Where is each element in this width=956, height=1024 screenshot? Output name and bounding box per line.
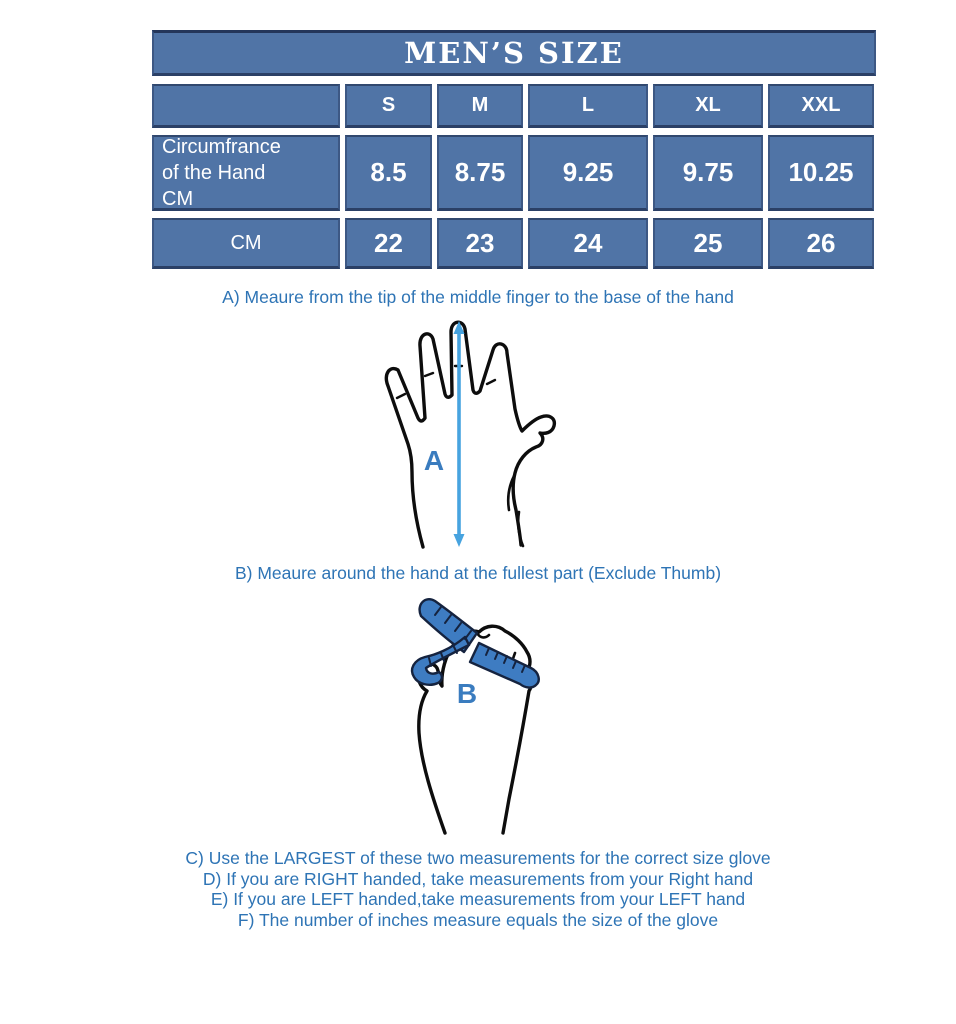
cm-value-xxl: 26 xyxy=(768,218,874,269)
circumference-value-m: 8.75 xyxy=(437,135,523,211)
diagram-b-label: B xyxy=(456,678,477,709)
fist-tape-measure-icon xyxy=(381,591,576,836)
instruction-d: D) If you are RIGHT handed, take measurements from your Right hand xyxy=(202,868,754,889)
size-header-m: M xyxy=(437,84,523,128)
size-table xyxy=(152,30,876,269)
diagram-a-label: A xyxy=(423,444,445,476)
measure-arrow-a xyxy=(454,321,465,547)
size-header-xxl: XXL xyxy=(768,84,874,128)
row-label-circumference: Circumfrance of the Hand CM xyxy=(152,135,340,211)
hand-outline xyxy=(386,322,554,547)
instruction-c: C) Use the LARGEST of these two measurements for the correct size glove xyxy=(185,848,771,868)
instructions-block xyxy=(0,848,956,930)
cm-value-m: 23 xyxy=(437,218,523,269)
instruction-f: F) The number of inches measure equals the size of the glove xyxy=(237,909,719,930)
size-header-l: L xyxy=(528,84,648,128)
circumference-value-xl: 9.75 xyxy=(653,135,763,211)
row-label-cm: CM xyxy=(152,218,340,269)
open-hand-length-arrow-icon xyxy=(368,314,588,549)
circumference-value-s: 8.5 xyxy=(345,135,432,211)
size-grid xyxy=(152,84,876,269)
size-header-s: S xyxy=(345,84,432,128)
cm-value-xl: 25 xyxy=(653,218,763,269)
circumference-value-xxl: 10.25 xyxy=(768,135,874,211)
instruction-a: A) Meaure from the tip of the middle finger to the base of the hand xyxy=(222,287,734,307)
corner-cell xyxy=(152,84,340,128)
cm-value-l: 24 xyxy=(528,218,648,269)
instruction-e: E) If you are LEFT handed,take measurements from your LEFT hand xyxy=(210,889,746,909)
size-header-xl: XL xyxy=(653,84,763,128)
instruction-b: B) Meaure around the hand at the fullest part (Exclude Thumb) xyxy=(234,562,722,583)
table-title: MEN’S SIZE xyxy=(152,30,876,76)
cm-value-s: 22 xyxy=(345,218,432,269)
circumference-value-l: 9.25 xyxy=(528,135,648,211)
